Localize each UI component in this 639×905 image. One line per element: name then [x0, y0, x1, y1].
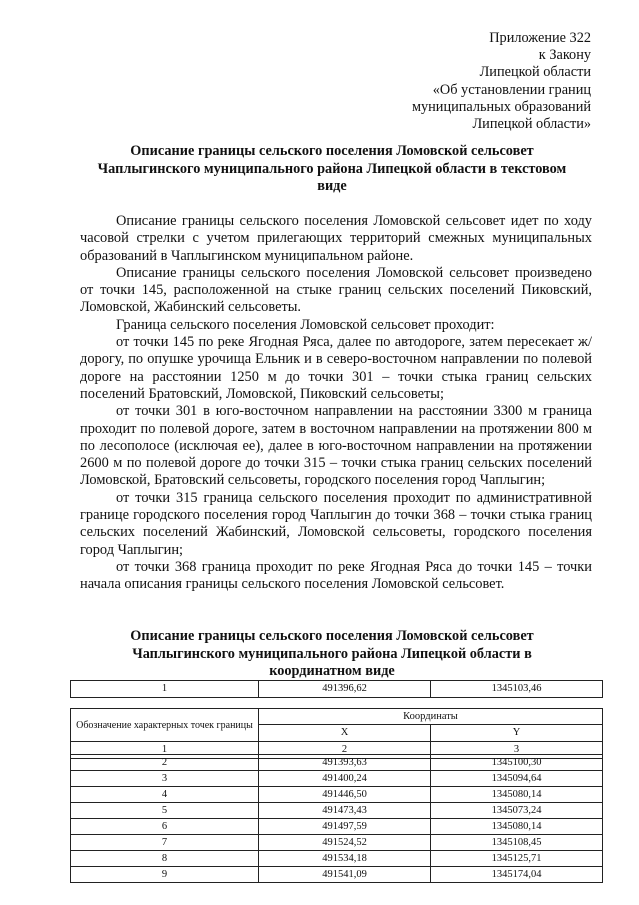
coord-y: 1345080,14 [431, 819, 603, 835]
coord-y: 1345103,46 [431, 681, 603, 698]
paragraph: Описание границы сельского поселения Ломовской сельсовет произведено от точки 145, расположенной на стыке границ сельских поселений Пиковский, Ломовской, Жабинский сельсоветы. [80, 264, 592, 316]
appendix-line: «Об установлении границ [432, 81, 591, 98]
paragraph: Описание границы сельского поселения Ломовской сельсовет идет по ходу часовой стрелки с учетом прилегающих территорий смежных муниципальных образований в Чаплыгинском муниципальном районе. [80, 213, 592, 264]
appendix-line: Приложение 322 [489, 30, 591, 46]
table-row [71, 867, 603, 883]
paragraph: от точки 368 граница проходит по реке Ягодная Ряса до точки 145 – точки начала описания границы сельского поселения Ломовской сельсовет. [80, 558, 592, 593]
paragraph: от точки 145 по реке Ягодная Ряса, далее по автодороге, затем пересекает ж/дорогу, по опушке урочища Ельник и в северо-восточном направлении по полевой дороге на расстоянии 1250 м до точки 301 – точки стыка границ сельских поселений Братовский, Ломовской, Пиковский сельсоветы; [80, 334, 592, 402]
coord-y: 1345073,24 [431, 803, 603, 819]
appendix-line: Липецкой области» [472, 116, 591, 133]
point-number: 1 [71, 681, 259, 698]
table-row [71, 819, 603, 835]
point-number: 8 [71, 851, 259, 867]
point-number: 5 [71, 803, 259, 819]
coord-y: 1345094,64 [431, 771, 603, 787]
coord-x: 491541,09 [259, 867, 431, 883]
table-row [71, 787, 603, 803]
coord-x: 491524,52 [259, 835, 431, 851]
title-line: Чаплыгинского муниципального района Липецкой области в текстовом [97, 160, 567, 177]
point-number: 3 [71, 771, 259, 787]
column-number: 1 [71, 742, 259, 759]
points-column-header: Обозначение характерных точек границы [71, 709, 259, 742]
x-column-header: X [259, 725, 431, 742]
coord-x: 491473,43 [259, 803, 431, 819]
coordinates-table-header [70, 708, 603, 759]
point-number: 2 [71, 755, 259, 771]
paragraph: от точки 315 граница сельского поселения проходит по административной границе городского поселения город Чаплыгин до точки 368 – точки стыка границ сельских поселений Жабинский, Ломовской сельсоветы, городского поселения город Чаплыгин; [80, 489, 592, 558]
appendix-line: Липецкой области [479, 64, 591, 81]
title-line: Описание границы сельского поселения Ломовской сельсовет [130, 143, 534, 159]
point-number: 9 [71, 867, 259, 883]
coordinates-table-body [70, 754, 603, 883]
table-row [71, 681, 603, 698]
column-number: 3 [431, 742, 603, 759]
paragraph: от точки 301 в юго-восточном направлении на расстоянии 3300 м граница проходит по полевой дороге, затем в восточном направлении на протяжении 800 м по лесополосе (исключая ее), далее в юго-восточном направлении на протяжении 2600 м по полевой дороге до точки 315 – точки стыка границ сельских поселений Ломовской, Братовский сельсоветы, городского поселения город Чаплыгин; [80, 403, 592, 489]
title-line: виде [317, 178, 347, 194]
text-description-title [72, 143, 592, 196]
coordinates-column-header: Координаты [259, 709, 603, 725]
paragraph: Граница сельского поселения Ломовской сельсовет проходит: [116, 316, 495, 333]
point-number: 4 [71, 787, 259, 803]
appendix-line: муниципальных образований [411, 98, 591, 115]
table-row [71, 803, 603, 819]
table-row [71, 851, 603, 867]
table-row [71, 835, 603, 851]
coord-y: 1345108,45 [431, 835, 603, 851]
point-number: 7 [71, 835, 259, 851]
title-line: Описание границы сельского поселения Ломовской сельсовет [130, 628, 534, 644]
coord-y: 1345125,71 [431, 851, 603, 867]
coord-x: 491400,24 [259, 771, 431, 787]
coord-x: 491534,18 [259, 851, 431, 867]
coord-x: 491497,59 [259, 819, 431, 835]
point-number: 6 [71, 819, 259, 835]
coordinate-description-title [72, 628, 592, 681]
appendix-line: к Закону [538, 47, 591, 64]
title-line: Чаплыгинского муниципального района Липецкой области в [132, 645, 532, 662]
title-line: координатном виде [269, 663, 395, 679]
table-row [71, 771, 603, 787]
coordinates-table-fragment [70, 680, 603, 698]
coord-y: 1345174,04 [431, 867, 603, 883]
column-number: 2 [259, 742, 431, 759]
boundary-description-text [80, 213, 592, 594]
coord-y: 1345100,30 [431, 755, 603, 771]
coord-y: 1345080,14 [431, 787, 603, 803]
coord-x: 491396,62 [259, 681, 431, 698]
table-row [71, 755, 603, 771]
appendix-header [412, 30, 591, 133]
y-column-header: Y [431, 725, 603, 742]
coord-x: 491393,63 [259, 755, 431, 771]
coord-x: 491446,50 [259, 787, 431, 803]
